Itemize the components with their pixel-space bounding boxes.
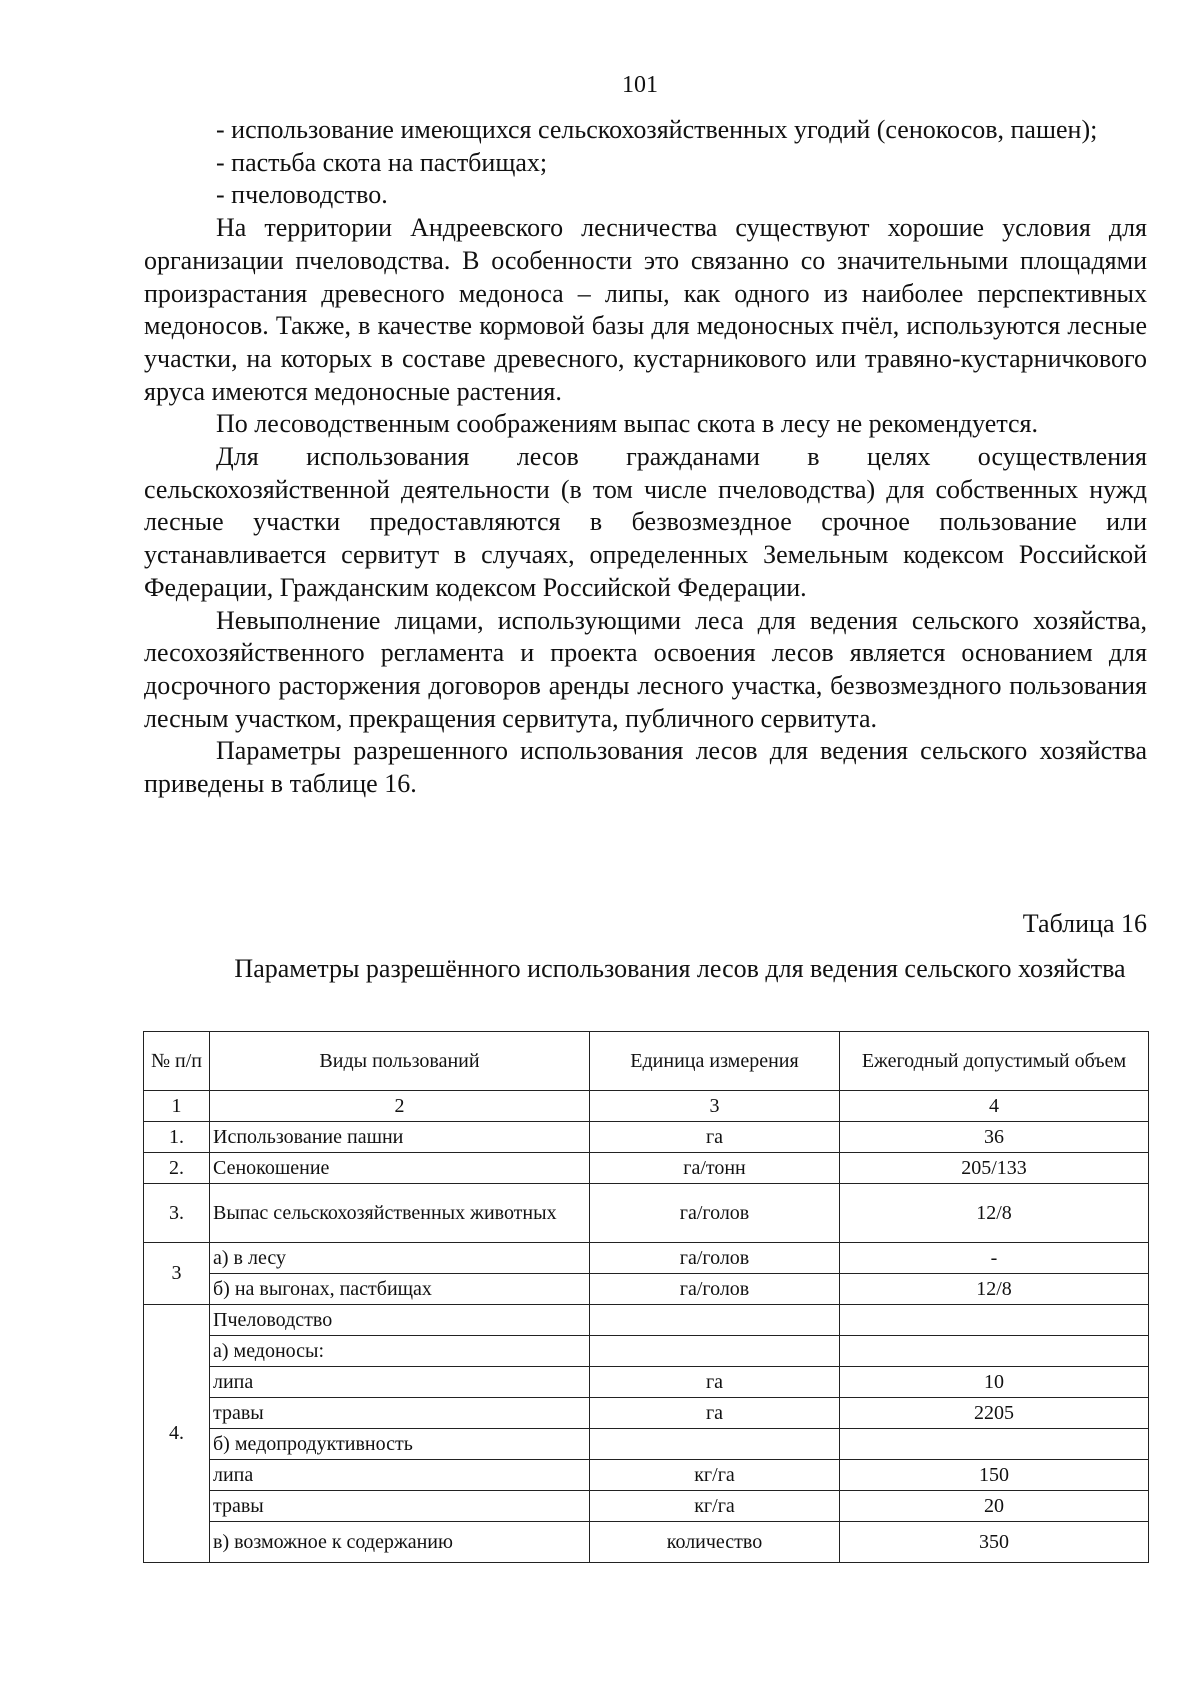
paragraph: - пастьба скота на пастбищах; [216, 147, 548, 177]
row-number: 3. [144, 1184, 210, 1243]
paragraph: Параметры разрешенного использования лесов для ведения сельского хозяйства приведены в таблице 16. [144, 736, 1147, 799]
row-volume: 2205 [840, 1398, 1149, 1429]
table-caption: Таблица 16 [1022, 909, 1147, 938]
row-unit: га [590, 1398, 840, 1429]
paragraph: По лесоводственным соображениям выпас скота в лесу не рекомендуется. [216, 409, 1039, 439]
paragraph: Для использования лесов гражданами в целях осуществления сельскохозяйственной деятельности (в том числе пчеловодства) для собственных нужд лесные участки предоставляются в безвозмездное срочное пользование или устанавливается сервитут в случаях, определенных Земельным кодексом Российской Федерации, Гражданским кодексом Российской Федерации. [144, 442, 1147, 602]
row-kind: липа [210, 1460, 590, 1491]
row-kind: Сенокошение [210, 1153, 590, 1184]
table-row [144, 1243, 1149, 1274]
row-unit: кг/га [590, 1491, 840, 1522]
table-row [144, 1153, 1149, 1184]
row-volume [840, 1429, 1149, 1460]
table-row [144, 1122, 1149, 1153]
row-volume: 20 [840, 1491, 1149, 1522]
row-volume: - [840, 1243, 1149, 1274]
row-kind: а) медоносы: [210, 1336, 590, 1367]
row-number: 3 [144, 1243, 210, 1305]
row-unit: га/голов [590, 1184, 840, 1243]
row-kind: Использование пашни [210, 1122, 590, 1153]
row-volume: 12/8 [840, 1274, 1149, 1305]
table-row [144, 1184, 1149, 1243]
row-kind: б) медопродуктивность [210, 1429, 590, 1460]
table-row [144, 1398, 1149, 1429]
column-number: 4 [840, 1091, 1149, 1122]
table-row [144, 1274, 1149, 1305]
row-volume: 205/133 [840, 1153, 1149, 1184]
row-kind: травы [210, 1398, 590, 1429]
table-row [144, 1522, 1149, 1563]
row-number: 1. [144, 1122, 210, 1153]
table-row [144, 1491, 1149, 1522]
row-kind: в) возможное к содержанию [210, 1522, 590, 1563]
page-number: 101 [622, 72, 658, 98]
row-kind: Выпас сельскохозяйственных животных [210, 1184, 590, 1243]
row-unit [590, 1429, 840, 1460]
row-kind: б) на выгонах, пастбищах [210, 1274, 590, 1305]
paragraph: - пчеловодство. [216, 180, 388, 210]
column-number: 1 [144, 1091, 210, 1122]
paragraph: - использование имеющихся сельскохозяйственных угодий (сенокосов, пашен); [216, 115, 1098, 144]
paragraph: Невыполнение лицами, использующими леса для ведения сельского хозяйства, лесохозяйственного регламента и проекта освоения лесов является основанием для досрочного расторжения договоров аренды лесного участка, безвозмездного пользования лесным участком, прекращения сервитута, публичного сервитута. [144, 605, 1147, 733]
row-unit [590, 1305, 840, 1336]
column-number-row [144, 1091, 1149, 1122]
row-kind: а) в лесу [210, 1243, 590, 1274]
header-cell: Виды пользований [210, 1032, 590, 1091]
row-unit: га/голов [590, 1274, 840, 1305]
table-row [144, 1429, 1149, 1460]
row-number: 4. [144, 1305, 210, 1563]
row-volume [840, 1336, 1149, 1367]
body-text [144, 114, 1147, 801]
row-unit: га/тонн [590, 1153, 840, 1184]
table-row [144, 1460, 1149, 1491]
table-title: Параметры разрешённого использования лесов для ведения сельского хозяйства [234, 954, 1126, 983]
row-kind: Пчеловодство [210, 1305, 590, 1336]
header-cell: Ежегодный допустимый объем [840, 1032, 1149, 1091]
row-unit: кг/га [590, 1460, 840, 1491]
row-kind: травы [210, 1491, 590, 1522]
row-unit: количество [590, 1522, 840, 1563]
column-number: 2 [210, 1091, 590, 1122]
row-volume [840, 1305, 1149, 1336]
row-volume: 36 [840, 1122, 1149, 1153]
column-number: 3 [590, 1091, 840, 1122]
table-row [144, 1336, 1149, 1367]
row-unit [590, 1336, 840, 1367]
parameters-table [143, 1031, 1149, 1563]
row-volume: 150 [840, 1460, 1149, 1491]
table-row [144, 1305, 1149, 1336]
row-volume: 350 [840, 1522, 1149, 1563]
row-kind: липа [210, 1367, 590, 1398]
row-unit: га [590, 1367, 840, 1398]
header-cell: № п/п [144, 1032, 210, 1091]
row-unit: га [590, 1122, 840, 1153]
row-number: 2. [144, 1153, 210, 1184]
row-volume: 10 [840, 1367, 1149, 1398]
paragraph: На территории Андреевского лесничества существуют хорошие условия для организации пчеловодства. В особенности это связанно со значительными площадями произрастания древесного медоноса – липы, как одного из наиболее перспективных медоносов. Также, в качестве кормовой базы для медоносных пчёл, используются лесные участки, на которых в составе древесного, кустарникового или травяно-кустарничкового яруса имеются медоносные растения. [144, 213, 1147, 406]
header-cell: Единица измерения [590, 1032, 840, 1091]
row-volume: 12/8 [840, 1184, 1149, 1243]
row-unit: га/голов [590, 1243, 840, 1274]
table-header-row [144, 1032, 1149, 1091]
table-row [144, 1367, 1149, 1398]
